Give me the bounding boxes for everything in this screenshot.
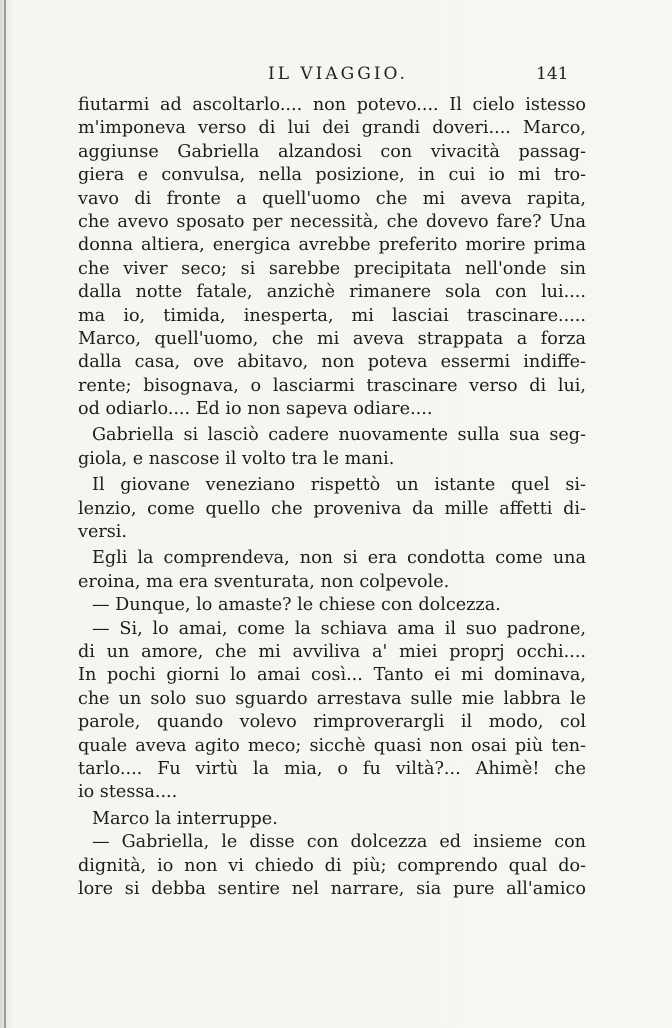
text-line: dalla casa, ove abitavo, non poteva essermi indiffe- [78, 352, 586, 373]
text-line: Il giovane veneziano rispettò un istante quel si- [92, 475, 586, 496]
text-line: ma io, timida, inesperta, mi lasciai trascinare..... [78, 305, 586, 326]
body-text [78, 94, 586, 901]
text-line: donna altiera, energica avrebbe preferito morire prima [78, 235, 586, 256]
text-line: io stessa.... [78, 782, 178, 803]
text-line: In pochi giorni lo amai così... Tanto ei mi dominava, [78, 665, 586, 686]
text-line: — Dunque, lo amaste? le chiese con dolcezza. [92, 595, 501, 616]
text-line: tarlo.... Fu virtù la mia, o fu viltà?... Ahimè! che [78, 758, 586, 779]
text-line: versi. [78, 522, 128, 543]
page-gutter-edge [4, 0, 6, 1028]
text-line: Marco, quell'uomo, che mi aveva strappata a forza [78, 328, 586, 349]
text-line: Gabriella si lasciò cadere nuovamente sulla sua seg- [92, 425, 586, 446]
text-line: od odiarlo.... Ed io non sapeva odiare.... [78, 399, 433, 420]
text-line: di un amore, che mi avviliva a' miei proprj occhi.... [78, 641, 586, 662]
text-line: Marco la interruppe. [92, 808, 278, 829]
text-line: aggiunse Gabriella alzandosi con vivacità passag- [78, 141, 586, 162]
text-line: fiutarmi ad ascoltarlo.... non potevo.... Il cielo istesso [78, 95, 586, 115]
text-line: quale aveva agito meco; sicchè quasi non osai più ten- [78, 735, 586, 756]
running-title: IL VIAGGIO. [268, 64, 408, 84]
text-line: dignità, io non vi chiedo di più; comprendo qual do- [78, 855, 586, 876]
text-line: che avevo sposato per necessità, che dovevo fare? Una [78, 211, 586, 232]
text-line: — Si, lo amai, come la schiava ama il suo padrone, [92, 618, 586, 639]
text-line: lenzio, come quello che proveniva da mille affetti di- [78, 498, 586, 519]
text-line: giola, e nascose il volto tra le mani. [78, 448, 395, 469]
text-line: parole, quando volevo rimproverargli il modo, col [78, 712, 586, 733]
text-line: eroina, ma era sventurata, non colpevole. [78, 571, 450, 592]
page-header [0, 60, 672, 90]
text-line: lore si debba sentire nel narrare, sia pure all'amico [78, 878, 586, 899]
text-line: Egli la comprendeva, non si era condotta come una [92, 548, 586, 569]
text-line: m'imponeva verso di lui dei grandi doveri.... Marco, [78, 118, 586, 139]
page-number: 141 [536, 64, 569, 84]
text-line: rente; bisognava, o lasciarmi trascinare verso di lui, [78, 375, 586, 396]
text-line: giera e convulsa, nella posizione, in cui io mi tro- [78, 165, 586, 186]
text-line: che un solo suo sguardo arrestava sulle mie labbra le [78, 688, 586, 709]
text-line: vavo di fronte a quell'uomo che mi aveva rapita, [78, 188, 586, 209]
text-line: — Gabriella, le disse con dolcezza ed insieme con [92, 832, 586, 853]
text-line: che viver seco; si sarebbe precipitata nell'onde sin [78, 258, 586, 279]
text-line: dalla notte fatale, anzichè rimanere sola con lui.... [78, 282, 586, 303]
